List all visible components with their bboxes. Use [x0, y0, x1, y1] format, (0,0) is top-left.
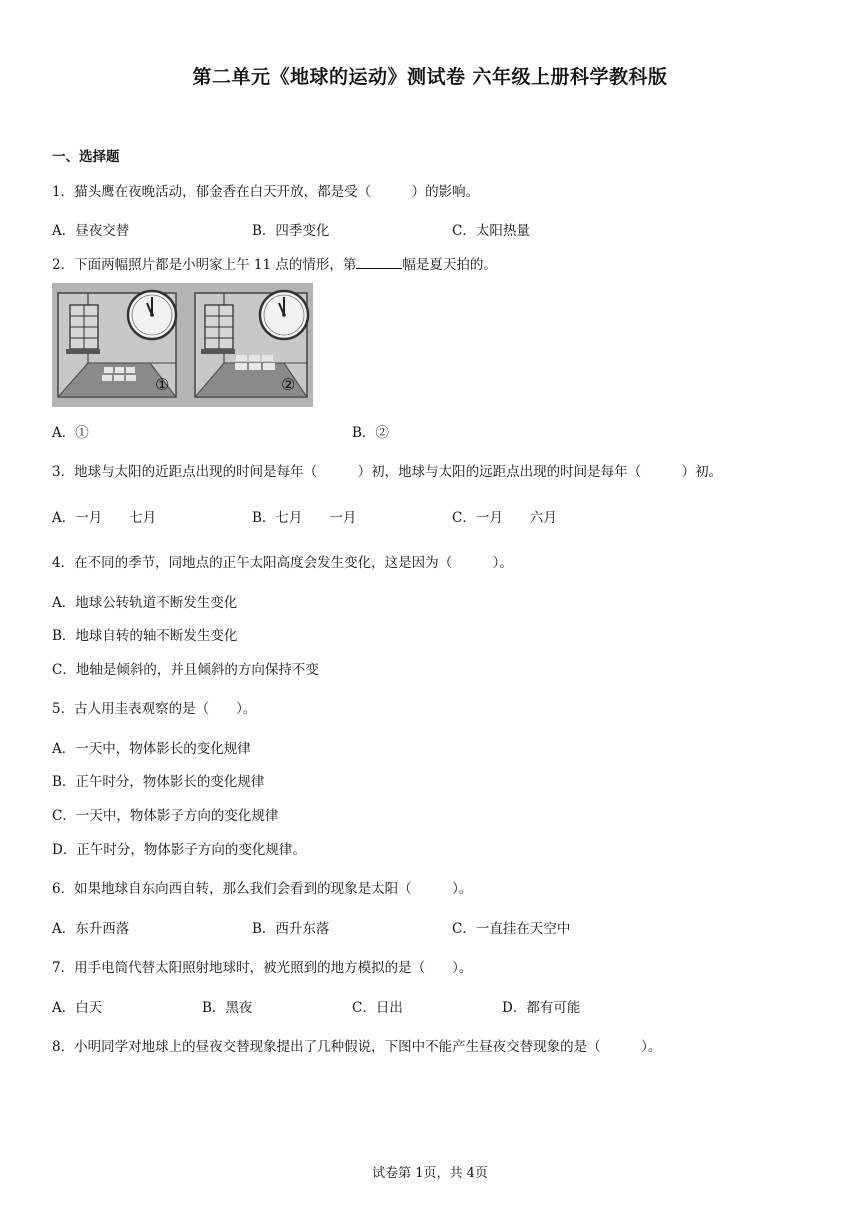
q4-option-a[interactable]: A．地球公转轨道不断发生变化 — [52, 595, 238, 611]
q5-option-c[interactable]: C．一天中，物体影子方向的变化规律 — [52, 808, 279, 824]
page-footer: 试卷第 1页，共 4页 — [372, 1166, 488, 1181]
room-photos-illustration — [52, 283, 313, 407]
answer-blank[interactable] — [356, 256, 402, 269]
q3-option-c[interactable]: C．一月 六月 — [452, 510, 557, 526]
q6-option-c[interactable]: C．一直挂在天空中 — [452, 921, 571, 937]
question-5: 5．古人用圭表观察的是（ ）。 — [52, 701, 257, 717]
q5-option-a[interactable]: A．一天中，物体影长的变化规律 — [52, 741, 251, 757]
q2-option-a[interactable]: A．① — [52, 425, 89, 441]
q7-option-a[interactable]: A．白天 — [52, 1000, 103, 1016]
q6-option-b[interactable]: B．西升东落 — [252, 921, 330, 937]
q4-option-b[interactable]: B．地球自转的轴不断发生变化 — [52, 628, 238, 644]
photo-2 — [195, 291, 308, 397]
q1-option-a[interactable]: A．昼夜交替 — [52, 223, 130, 239]
q5-option-b[interactable]: B．正午时分，物体影长的变化规律 — [52, 774, 265, 790]
q6-option-a[interactable]: A．东升西落 — [52, 921, 130, 937]
q7-option-b[interactable]: B．黑夜 — [202, 1000, 253, 1016]
photo-2-label: ② — [281, 375, 296, 394]
exam-title: 第二单元《地球的运动》测试卷 六年级上册科学教科版 — [192, 66, 668, 88]
q7-option-c[interactable]: C．日出 — [352, 1000, 403, 1016]
question-6: 6．如果地球自东向西自转，那么我们会看到的现象是太阳（ ）。 — [52, 881, 473, 897]
question-3: 3．地球与太阳的近距点出现的时间是每年（ ）初，地球与太阳的远距点出现的时间是每年（ ）初。 — [52, 464, 723, 480]
q2-option-b[interactable]: B．② — [352, 425, 389, 441]
q1-option-c[interactable]: C．太阳热量 — [452, 223, 530, 239]
two-photos-figure — [52, 283, 313, 407]
section-heading: 一、选择题 — [52, 149, 120, 165]
q7-option-d[interactable]: D．都有可能 — [502, 1000, 581, 1016]
q3-option-a[interactable]: A．一月 七月 — [52, 510, 157, 526]
question-2 — [52, 253, 497, 273]
q1-option-b[interactable]: B．四季变化 — [252, 223, 330, 239]
q5-option-d[interactable]: D．正午时分，物体影子方向的变化规律。 — [52, 842, 306, 858]
photo-1-label: ① — [155, 375, 170, 394]
q3-option-b[interactable]: B．七月 一月 — [252, 510, 357, 526]
photo-1 — [58, 291, 176, 397]
question-2-text-after: 幅是夏天拍的。 — [402, 257, 497, 273]
q4-option-c[interactable]: C．地轴是倾斜的，并且倾斜的方向保持不变 — [52, 662, 319, 678]
question-2-text-before: 2．下面两幅照片都是小明家上午 11 点的情形，第 — [52, 257, 357, 273]
question-4: 4．在不同的季节，同地点的正午太阳高度会发生变化，这是因为（ ）。 — [52, 555, 513, 571]
question-1: 1．猫头鹰在夜晚活动，郁金香在白天开放，都是受（ ）的影响。 — [52, 184, 480, 200]
question-8: 8．小明同学对地球上的昼夜交替现象提出了几种假说，下图中不能产生昼夜交替现象的是（ ）。 — [52, 1039, 662, 1055]
question-7: 7．用手电筒代替太阳照射地球时，被光照到的地方模拟的是（ ）。 — [52, 960, 473, 976]
